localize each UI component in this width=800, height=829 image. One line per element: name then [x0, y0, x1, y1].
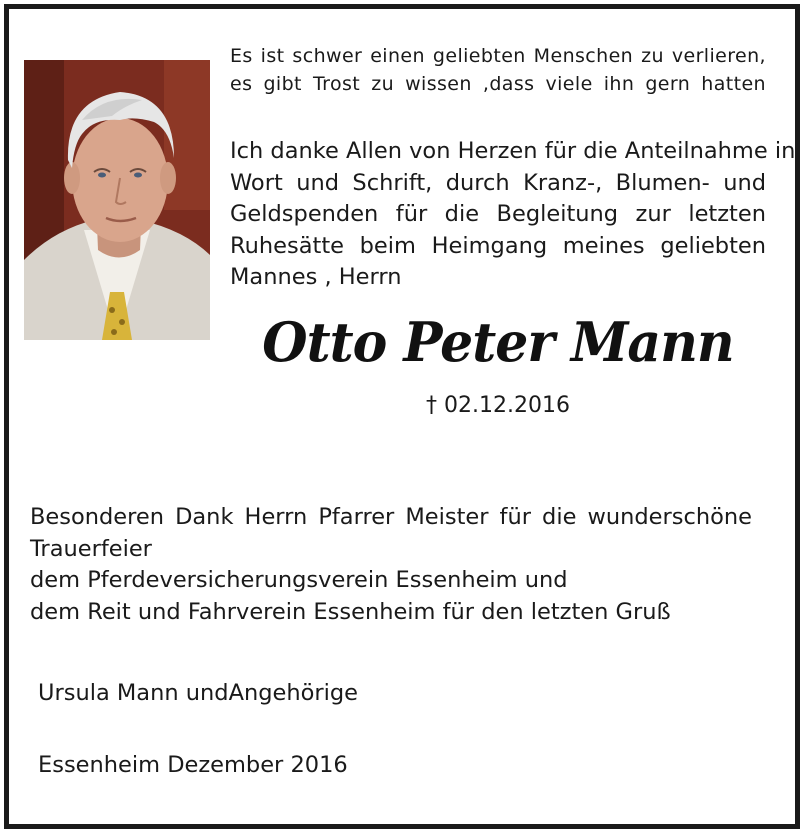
special-thanks-line: dem Reit und Fahrverein Essenheim für den letzten Gruß: [30, 598, 671, 625]
death-date: † 02.12.2016: [426, 393, 570, 418]
special-thanks-paragraph: [30, 502, 752, 628]
thanks-line: Ich danke Allen von Herzen für die Anteilnahme in: [230, 138, 796, 164]
thanks-line: Ruhesätte beim Heimgang meines geliebten: [230, 232, 766, 259]
thanks-line: Wort und Schrift, durch Kranz-, Blumen- und: [230, 169, 766, 196]
deceased-name: Otto Peter Mann: [262, 310, 734, 375]
thanks-line: Mannes , Herrn: [230, 264, 402, 290]
place-date: Essenheim Dezember 2016: [38, 752, 348, 778]
thanks-paragraph: [230, 136, 796, 294]
signature: Ursula Mann undAngehörige: [38, 680, 358, 706]
portrait-illustration: [24, 60, 210, 340]
special-thanks-line: Besonderen Dank Herrn Pfarrer Meister für die wunderschöne: [30, 504, 752, 530]
portrait-photo: [24, 60, 210, 340]
intro-text: [230, 42, 766, 98]
intro-line: Es ist schwer einen geliebten Menschen zu verlieren,: [230, 45, 766, 67]
special-thanks-line: dem Pferdeversicherungsverein Essenheim und: [30, 567, 568, 593]
intro-line: es gibt Trost zu wissen ,dass viele ihn gern hatten: [230, 73, 766, 95]
thanks-line: Geldspenden für die Begleitung zur letzten: [230, 201, 766, 227]
special-thanks-line: Trauerfeier: [30, 535, 152, 562]
